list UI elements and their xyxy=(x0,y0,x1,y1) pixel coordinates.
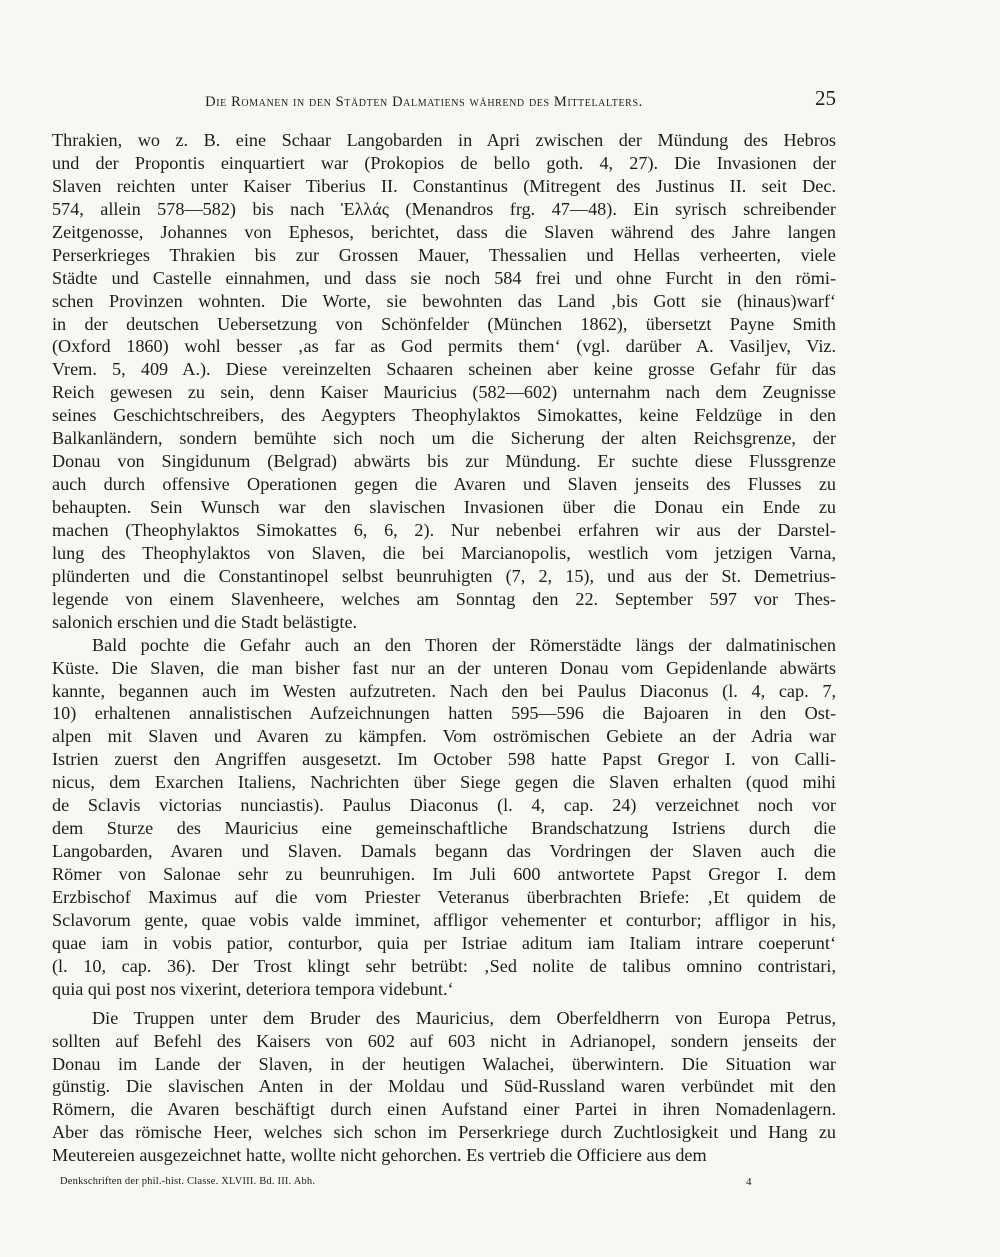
text-line: Langobarden, Avaren und Slaven. Damals begann das Vordringen der Slaven auch die xyxy=(52,841,836,862)
text-line: quia qui post nos vixerint, deteriora tempora videbunt.‘ xyxy=(52,978,454,999)
text-line: Römer von Salonae sehr zu beunruhigen. Im Juli 600 antwortete Papst Gregor I. dem xyxy=(52,864,836,884)
paragraph xyxy=(52,1007,836,1168)
text-line: Donau im Lande der Slaven, in der heutigen Walachei, überwintern. Die Situation war xyxy=(52,1053,836,1074)
text-line: kannte, begannen auch im Westen aufzutreten. Nach den bei Paulus Diaconus (l. 4, cap. 7, xyxy=(52,680,836,701)
text-line: de Sclavis victorias nunciastis). Paulus Diaconus (l. 4, cap. 24) verzeichnet noch vor xyxy=(52,795,836,816)
text-line: legende von einem Slavenheere, welches am Sonntag den 22. September 597 vor Thes- xyxy=(52,588,836,609)
text-line: Thrakien, wo z. B. eine Schaar Langobarden in Apri zwischen der Mündung des Hebros xyxy=(52,130,836,150)
text-line: Städte und Castelle einnahmen, und dass sie noch 584 frei und ohne Furcht in den römi- xyxy=(52,267,836,288)
text-line: seines Geschichtschreibers, des Aegypters Theophylaktos Simokattes, keine Feldzüge in den xyxy=(52,405,836,426)
text-line: auch durch offensive Operationen gegen die Avaren und Slaven jenseits des Flusses zu xyxy=(52,474,836,495)
text-line: machen (Theophylaktos Simokattes 6, 6, 2). Nur nebenbei erfahren wir aus der Darstel- xyxy=(52,519,836,540)
text-line: Aber das römische Heer, welches sich schon im Perserkriege durch Zuchtlosigkeit und Hang zu xyxy=(52,1122,836,1143)
text-line: Sclavorum gente, quae vobis valde imminet, affligor vehementer et conturbor; affligor in his, xyxy=(52,909,836,930)
page-number: 25 xyxy=(815,86,836,110)
text-line: schen Provinzen wohnten. Die Worte, sie bewohnten das Land ‚bis Gott sie (hinaus)warf‘ xyxy=(52,290,836,311)
text-line: (l. 10, cap. 36). Der Trost klingt sehr betrübt: ‚Sed nolite de talibus omnino contristari, xyxy=(52,955,836,976)
publication-footnote: Denkschriften der phil.-hist. Classe. XLVIII. Bd. III. Abh. xyxy=(60,1176,316,1187)
text-line: Erzbischof Maximus auf die vom Priester Veteranus überbrachten Briefe: ‚Et quidem de xyxy=(52,886,836,907)
text-line: in der deutschen Uebersetzung von Schönfelder (München 1862), übersetzt Payne Smith xyxy=(52,313,836,334)
text-line: Römern, die Avaren beschäftigt durch einen Aufstand einer Partei in ihren Nomadenlagern. xyxy=(52,1099,836,1120)
text-line: Balkanländern, sondern bemühte sich noch um die Sicherung der alten Reichsgrenze, der xyxy=(52,428,836,449)
paragraph xyxy=(52,129,836,634)
text-line: günstig. Die slavischen Anten in der Moldau und Süd-Russland waren verbündet mit den xyxy=(52,1076,836,1097)
text-line: (Oxford 1860) wohl besser ‚as far as God permits them‘ (vgl. darüber A. Vasiljev, Viz. xyxy=(52,336,836,357)
text-line: Küste. Die Slaven, die man bisher fast nur an der unteren Donau vom Gepidenlande abwärts xyxy=(52,657,836,678)
text-line: salonich erschien und die Stadt belästigte. xyxy=(52,611,358,632)
running-head: Die Romanen in den Städten Dalmatiens während des Mittelalters. xyxy=(205,94,643,110)
text-line: Slaven reichten unter Kaiser Tiberius II. Constantinus (Mitregent des Justinus II. seit Dec. xyxy=(52,175,836,196)
text-line: Perserkrieges Thrakien bis zur Grossen Mauer, Thessalien und Hellas verheerten, viele xyxy=(52,244,836,265)
text-line: lung des Theophylaktos von Slaven, die bei Marcianopolis, westlich vom jetzigen Varna, xyxy=(52,542,836,563)
text-line: Istrien zuerst den Angriffen ausgesetzt. Im October 598 hatte Papst Gregor I. von Calli- xyxy=(52,749,836,770)
text-line: 574, allein 578—582) bis nach Ἑλλάς (Menandros frg. 47—48). Ein syrisch schreibender xyxy=(52,198,836,219)
text-line: plünderten und die Constantinopel selbst beunruhigten (7, 2, 15), und aus der St. Demetrius- xyxy=(52,565,836,586)
text-line: Vrem. 5, 409 A.). Diese vereinzelten Schaaren scheinen aber keine grosse Gefahr für das xyxy=(52,359,836,380)
body-text xyxy=(52,129,836,1167)
text-line: Donau von Singidunum (Belgrad) abwärts bis zur Mündung. Er suchte diese Flussgrenze xyxy=(52,451,836,472)
page-footer xyxy=(52,1176,836,1194)
text-line: sollten auf Befehl des Kaisers von 602 auf 603 nicht in Adrianopel, sondern jenseits der xyxy=(52,1030,836,1051)
text-line: Die Truppen unter dem Bruder des Mauricius, dem Oberfeldherrn von Europa Petrus, xyxy=(92,1007,836,1028)
text-line: Reich gewesen zu sein, denn Kaiser Mauricius (582—602) unternahm nach dem Zeugnisse xyxy=(52,382,836,403)
text-line: nicus, dem Exarchen Italiens, Nachrichten über Siege gegen die Slaven erhalten (quod mihi xyxy=(52,772,836,793)
text-line: und der Propontis einquartiert war (Prokopios de bello goth. 4, 27). Die Invasionen der xyxy=(52,152,836,173)
paragraph xyxy=(52,634,836,1001)
text-line: Bald pochte die Gefahr auch an den Thoren der Römerstädte längs der dalmatinischen xyxy=(92,634,836,655)
text-line: Meutereien ausgezeichnet hatte, wollte nicht gehorchen. Es vertrieb die Officiere aus dem xyxy=(52,1145,707,1166)
text-line: 10) erhaltenen annalistischen Aufzeichnungen hatten 595—596 die Bajoaren in den Ost- xyxy=(52,703,836,724)
text-line: behaupten. Sein Wunsch war den slavischen Invasionen über die Donau ein Ende zu xyxy=(52,497,836,517)
signature-mark: 4 xyxy=(746,1176,752,1188)
text-line: dem Sturze des Mauricius eine gemeinschaftliche Brandschatzung Istriens durch die xyxy=(52,818,836,839)
text-line: Zeitgenosse, Johannes von Ephesos, berichtet, dass die Slaven während des Jahre langen xyxy=(52,221,836,242)
text-line: alpen mit Slaven und Avaren zu kämpfen. Vom oströmischen Gebiete an der Adria war xyxy=(52,726,836,747)
page-header xyxy=(52,86,836,118)
text-line: quae iam in vobis patior, conturbor, quia per Istriae aditum iam Italiam intrare coeperunt‘ xyxy=(52,932,836,953)
